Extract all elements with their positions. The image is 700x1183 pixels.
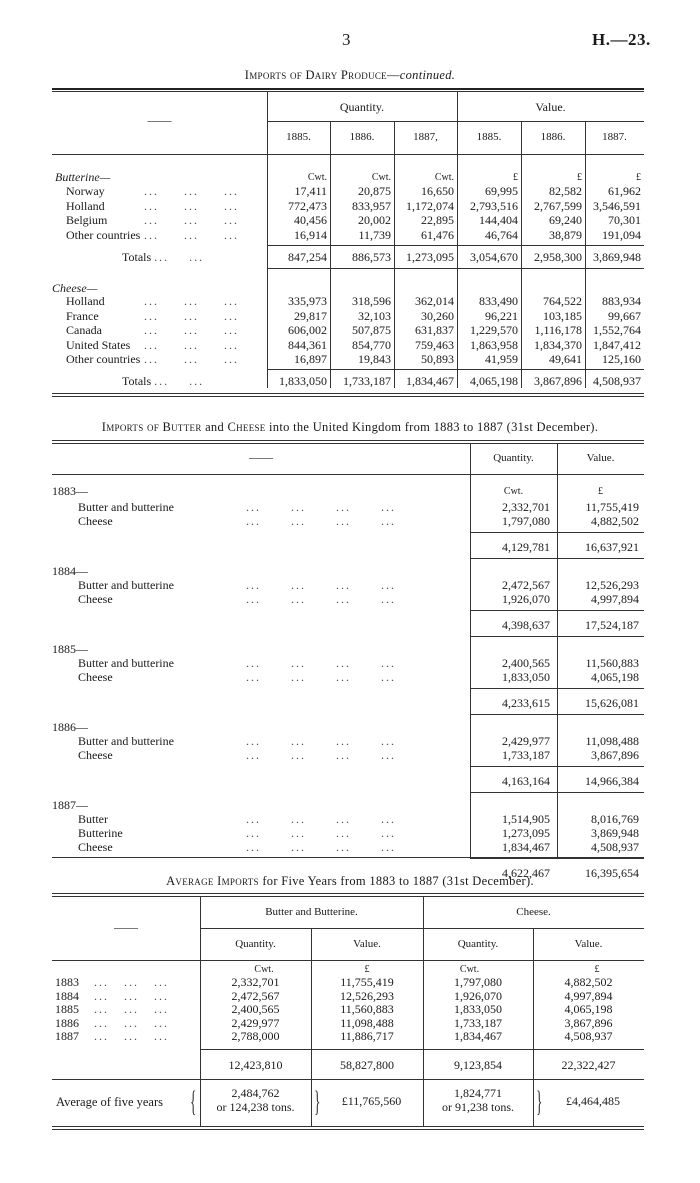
row-label-cell (52, 213, 267, 228)
unit-cell: Cwt. (254, 964, 274, 975)
value-cell: 11,098,488 (585, 734, 639, 748)
value-cell: 99,667 (608, 308, 641, 323)
avg-butter-cwt: 2,484,762 (231, 1086, 280, 1100)
row-label: Cheese (78, 670, 113, 684)
totals-label: Totals (122, 374, 152, 388)
value-cell: 1,116,178 (534, 323, 582, 337)
total-cell: 1,273,095 (406, 250, 454, 264)
value-cell: 507,875 (352, 323, 391, 337)
total-cell: 9,123,854 (454, 1058, 502, 1072)
butterine-totals (52, 250, 644, 265)
table-row (52, 990, 644, 1004)
year-cell (52, 976, 200, 990)
value-cell: 1,229,570 (470, 323, 518, 337)
rule (470, 792, 644, 793)
leader-dots: ... ... ... (144, 294, 239, 308)
table1-body (52, 170, 644, 185)
row-label: Norway (66, 184, 105, 198)
year-cell (52, 990, 200, 1004)
quantity-cell: 2,429,977 (502, 734, 550, 748)
table-row (52, 309, 644, 324)
value-cell: 1,797,080 (454, 975, 502, 989)
year-cell (52, 1017, 200, 1031)
year-label: 1886— (52, 720, 88, 734)
value-cell: 3,867,896 (564, 1015, 613, 1030)
total-cell: 4,508,937 (593, 374, 641, 388)
table2-value-header: Value. (586, 452, 615, 464)
value-cell: 12,526,293 (340, 988, 394, 1003)
cheese-title: Cheese— (52, 281, 98, 295)
value-cell: 2,332,701 (231, 975, 280, 989)
quantity-cell: 1,834,467 (502, 840, 550, 854)
row-label: Cheese (78, 592, 113, 606)
value-cell: 2,472,567 (231, 988, 280, 1003)
quantity-cell: 1,797,080 (502, 514, 550, 528)
rule (470, 636, 644, 637)
leader-dots: ... ... ... (144, 337, 239, 352)
row-label-cell (52, 228, 267, 243)
t1-year-1886q: 1886. (349, 131, 375, 143)
value-cell: 4,065,198 (564, 1002, 613, 1016)
leader-dots: ... ... ... ... (246, 670, 396, 684)
butterine-rows (52, 184, 644, 242)
avg-butter-value: £11,765,560 (341, 1094, 402, 1108)
total-cell: 3,869,948 (593, 250, 641, 264)
value-cell: 1,552,764 (593, 323, 641, 337)
quantity-cell: 1,514,905 (502, 812, 550, 826)
brace: { (189, 1085, 197, 1118)
table-row (52, 323, 644, 338)
value-cell: 11,755,419 (340, 975, 394, 989)
unit-cell: Cwt. (307, 172, 327, 183)
cheese-tbody (52, 294, 644, 367)
t1-year-1885q: 1885. (286, 131, 311, 143)
table3-rows (52, 976, 644, 1044)
value-cell: 20,875 (358, 184, 391, 198)
value-cell: 2,767,599 (534, 198, 582, 213)
avg-cheese-cwt: 1,824,771 (454, 1086, 502, 1100)
cheese-rows (52, 294, 644, 367)
quantity-cell: 2,400,565 (502, 656, 550, 670)
leader-dots: ... ... ... (144, 184, 239, 198)
leader-dots: ... ... ... (144, 227, 239, 242)
year-label: 1887— (52, 798, 88, 812)
value-cell: 1,847,412 (593, 337, 641, 352)
table-row (52, 1017, 644, 1031)
value-cell: 4,065,198 (591, 670, 639, 684)
table1-stub-dash: —— (147, 113, 172, 127)
table1-value-header: Value. (535, 100, 566, 114)
value-cell: 833,490 (479, 294, 518, 308)
rule (470, 558, 644, 559)
total-value: 15,626,081 (585, 696, 639, 710)
year-label: 1885— (52, 642, 88, 656)
brace: } (535, 1085, 543, 1118)
row-label: Butter (78, 812, 108, 826)
leader-dots: ... ... ... ... (246, 656, 396, 670)
value-cell: 2,793,516 (470, 198, 518, 213)
value-cell: 11,886,717 (340, 1029, 394, 1043)
value-cell: 61,476 (421, 227, 454, 242)
leader-dots: ... ... ... ... (246, 592, 396, 606)
leader-dots: ... ... ... (144, 352, 239, 366)
value-cell: 50,893 (421, 352, 454, 366)
table-row (52, 294, 644, 309)
table1-caption (0, 68, 700, 83)
year-label: 1883— (52, 484, 88, 498)
value-cell: 41,959 (485, 352, 518, 366)
table-row (52, 184, 644, 199)
total-cell: 1,833,050 (279, 374, 327, 388)
t1-year-1887q: 1887, (413, 131, 438, 143)
row-label-cell (52, 323, 267, 338)
t3-col-quantity: Quantity. (235, 938, 276, 950)
rule (470, 610, 644, 611)
table-row: Totals ... ... 847,254 886,573 1,273,095 3,054,670 2,958,300 3,869,948 (52, 250, 644, 265)
value-cell: 69,240 (549, 213, 582, 227)
value-cell: 20,002 (358, 213, 391, 227)
table2-caption (0, 420, 700, 435)
unit-label: £ (598, 486, 603, 497)
value-cell: 103,185 (543, 308, 582, 323)
row-label: Other countries (66, 352, 141, 366)
value-cell: 1,834,467 (454, 1029, 502, 1043)
total-cell: 58,827,800 (340, 1058, 394, 1072)
value-cell: 40,456 (294, 213, 327, 227)
unit-cell: £ (636, 172, 641, 183)
value-cell: 4,508,937 (591, 840, 639, 854)
value-cell: 4,508,937 (564, 1029, 613, 1043)
t3-col-value: Value. (574, 938, 603, 950)
total-quantity: 4,233,615 (502, 696, 550, 710)
leader-dots: ... ... ... ... (246, 748, 396, 762)
avg-butter-quantity (200, 1086, 311, 1114)
leader-dots: ... ... ... (144, 198, 239, 213)
table1-caption-cont: continued. (399, 68, 456, 82)
leader-dots: ... ... ... (79, 1029, 169, 1043)
table3-stub-dash: —— (114, 920, 138, 934)
leader-dots: ... ... ... ... (246, 826, 396, 840)
leader-dots: ... ... ... (144, 213, 239, 227)
value-cell: 3,869,948 (591, 826, 639, 840)
rule (470, 532, 644, 533)
avg-butter-tons: or 124,238 tons. (216, 1100, 295, 1114)
year-cell (52, 1003, 200, 1017)
rule (470, 766, 644, 767)
total-cell: 1,834,467 (406, 374, 454, 388)
value-cell: 4,882,502 (591, 514, 639, 528)
value-cell: 11,755,419 (585, 500, 639, 514)
t1-year-1887v: 1887. (602, 131, 627, 143)
avg-cheese-value: £4,464,485 (566, 1094, 620, 1108)
butterine-tbody (52, 184, 644, 242)
value-cell: 1,926,070 (454, 988, 502, 1003)
row-label-cell (52, 199, 267, 214)
table-row (52, 1058, 644, 1073)
table-row (52, 338, 644, 353)
value-cell: 11,560,883 (340, 1002, 394, 1016)
value-cell: 19,843 (358, 352, 391, 366)
table2-caption-and: and (205, 420, 225, 434)
leader-dots: ... ... ... (79, 988, 169, 1003)
quantity-cell: 2,332,701 (502, 500, 550, 514)
leader-dots: ... ... ... (144, 308, 239, 323)
row-label-cell (52, 184, 267, 199)
table-row: Totals ... ... 1,833,050 1,733,187 1,834,467 4,065,198 3,867,896 4,508,937 (52, 374, 644, 389)
row-label-cell (52, 352, 267, 367)
total-cell: 22,322,427 (561, 1058, 616, 1072)
table-row (52, 352, 644, 367)
totals-label: Totals (122, 250, 152, 264)
value-cell: 1,834,370 (534, 337, 582, 352)
value-cell: 335,973 (288, 294, 327, 308)
table3-caption-a: Average Imports (166, 874, 259, 888)
value-cell: 96,221 (485, 308, 518, 323)
value-cell: 854,770 (352, 337, 391, 352)
value-cell: 362,014 (415, 294, 454, 308)
total-cell: 3,054,670 (470, 250, 518, 264)
row-label: Holland (66, 198, 105, 213)
value-cell: 2,429,977 (231, 1015, 280, 1030)
butterine-title: Butterine— (55, 170, 111, 184)
unit-cell: £ (577, 172, 582, 183)
row-label: Butterine (78, 826, 123, 840)
value-cell: 4,997,894 (591, 592, 639, 606)
total-cell: 886,573 (352, 250, 391, 264)
value-cell: 61,962 (608, 184, 641, 198)
value-cell: 1,733,187 (454, 1015, 502, 1030)
row-label: Canada (66, 323, 102, 337)
row-label: Cheese (78, 514, 113, 528)
document-code: H.—23. (592, 30, 651, 49)
quantity-cell: 1,926,070 (502, 592, 550, 606)
value-cell: 606,002 (288, 323, 327, 337)
value-cell: 1,833,050 (454, 1002, 502, 1016)
table-row (52, 213, 644, 228)
value-cell: 30,260 (421, 308, 454, 323)
row-label: Butter and butterine (78, 500, 174, 514)
avg-cheese-quantity (423, 1086, 533, 1114)
table1-caption-main: Imports of Dairy Produce— (244, 68, 400, 82)
total-quantity: 4,163,164 (502, 774, 550, 788)
t1-year-1886v: 1886. (540, 131, 566, 143)
total-quantity: 4,622,467 (502, 866, 550, 880)
value-cell: 11,098,488 (340, 1015, 394, 1030)
value-cell: 833,957 (352, 198, 391, 213)
page-number: 3 (342, 30, 351, 49)
total-quantity: 4,129,781 (502, 540, 550, 554)
total-cell: 1,733,187 (343, 374, 391, 388)
table3-caption (0, 874, 700, 889)
table3-totals (52, 1058, 644, 1073)
leader-dots: ... ... ... ... (246, 514, 396, 528)
row-label: Cheese (78, 748, 113, 762)
t3-col-value: Value. (353, 938, 381, 950)
total-value: 16,637,921 (585, 540, 639, 554)
value-cell: 2,400,565 (231, 1002, 280, 1016)
leader-dots: ... ... ... ... (246, 812, 396, 826)
value-cell: 4,997,894 (564, 988, 613, 1003)
row-label: Butter and butterine (78, 734, 174, 748)
quantity-cell: 1,833,050 (502, 670, 550, 684)
value-cell: 191,094 (602, 227, 641, 242)
brace: } (313, 1085, 321, 1118)
value-cell: 11,739 (358, 227, 391, 242)
unit-label: Cwt. (503, 486, 524, 497)
value-cell: 29,817 (294, 308, 327, 323)
year-label: 1885 (55, 1002, 79, 1016)
total-cell: 847,254 (288, 250, 327, 264)
year-label: 1886 (55, 1015, 79, 1030)
unit-cell: £ (513, 172, 518, 183)
row-label: Holland (66, 294, 105, 308)
year-label: 1887 (55, 1029, 79, 1043)
rule (470, 858, 644, 859)
total-value: 14,966,384 (585, 774, 639, 788)
quantity-cell: 2,472,567 (502, 578, 550, 592)
year-label: 1883 (55, 975, 79, 989)
table2-quantity-header: Quantity. (493, 452, 534, 464)
quantity-cell: 1,733,187 (502, 748, 550, 762)
table-row (52, 1030, 644, 1044)
value-cell: 82,582 (549, 184, 582, 198)
table-row (52, 228, 644, 243)
leader-dots: ... ... ... ... (246, 578, 396, 592)
table-row (52, 976, 644, 990)
row-label: Cheese (78, 840, 113, 854)
table2-caption-rest: into the United Kingdom from 1883 to 1887 (31st December). (269, 420, 599, 434)
value-cell: 125,160 (602, 352, 641, 366)
year-label: 1884 (55, 988, 79, 1003)
total-cell: 2,958,300 (534, 250, 582, 264)
leader-dots: ... ... ... ... (246, 500, 396, 514)
unit-cell: Cwt. (459, 964, 480, 975)
value-cell: 1,863,958 (470, 337, 518, 352)
average-label: Average of five years (56, 1095, 164, 1109)
value-cell: 764,522 (543, 294, 582, 308)
year-cell (52, 1030, 200, 1044)
total-cell: 12,423,810 (228, 1058, 283, 1072)
row-label: Butter and butterine (78, 656, 174, 670)
year-label: 1884— (52, 564, 88, 578)
leader-dots: ... ... ... (79, 1002, 169, 1016)
table-row (52, 1003, 644, 1017)
row-label: France (66, 308, 99, 323)
value-cell: 4,882,502 (564, 975, 613, 989)
row-label: United States (66, 337, 131, 352)
total-value: 17,524,187 (585, 618, 639, 632)
unit-cell: £ (364, 964, 370, 975)
value-cell: 22,895 (421, 213, 454, 227)
total-value: 16,395,654 (585, 866, 639, 880)
value-cell: 3,546,591 (593, 198, 641, 213)
table1-quantity-header: Quantity. (339, 100, 385, 114)
value-cell: 318,596 (352, 294, 391, 308)
row-label: Butter and butterine (78, 578, 174, 592)
rule (470, 688, 644, 689)
leader-dots: ... ... ... (79, 1015, 169, 1030)
value-cell: 1,172,074 (406, 198, 454, 213)
avg-cheese-tons: or 91,238 tons. (442, 1100, 514, 1114)
value-cell: 883,934 (602, 294, 641, 308)
table2-caption-b: Cheese (227, 420, 266, 434)
value-cell: 12,526,293 (585, 578, 639, 592)
value-cell: 144,404 (479, 213, 518, 227)
table2-stub-dash: —— (249, 450, 273, 464)
value-cell: 70,301 (608, 213, 641, 227)
unit-cell: £ (594, 964, 600, 975)
leader-dots: ... ... ... ... (246, 734, 396, 748)
value-cell: 11,560,883 (585, 656, 639, 670)
value-cell: 3,867,896 (591, 748, 639, 762)
value-cell: 49,641 (549, 352, 582, 366)
row-label: Belgium (66, 213, 108, 227)
table3-butter-header: Butter and Butterine. (265, 906, 358, 918)
row-label-cell (52, 294, 267, 309)
t3-col-quantity: Quantity. (457, 938, 499, 950)
value-cell: 32,103 (358, 308, 391, 323)
rule (470, 714, 644, 715)
t1-year-1885v: 1885. (476, 131, 502, 143)
value-cell: 16,650 (421, 184, 454, 198)
table3-units (52, 964, 644, 975)
value-cell: 17,411 (294, 184, 327, 198)
total-cell: 3,867,896 (534, 374, 582, 388)
value-cell: 16,897 (294, 352, 327, 366)
total-cell: 4,065,198 (470, 374, 518, 388)
total-quantity: 4,398,637 (502, 618, 550, 632)
leader-dots: ... ... ... (144, 323, 239, 337)
leader-dots: ... ... ... ... (246, 840, 396, 854)
value-cell: 16,914 (294, 227, 327, 242)
value-cell: 8,016,769 (591, 812, 639, 826)
table3-caption-rest: for Five Years from 1883 to 1887 (31st December). (262, 874, 534, 888)
quantity-cell: 1,273,095 (502, 826, 550, 840)
value-cell: 844,361 (288, 337, 327, 352)
table3-cheese-header: Cheese. (516, 906, 551, 918)
unit-cell: Cwt. (434, 172, 454, 183)
value-cell: 631,837 (415, 323, 454, 337)
unit-cell: Cwt. (371, 172, 391, 183)
table2-caption-a: Imports of Butter (101, 420, 202, 434)
value-cell: 2,788,000 (231, 1029, 280, 1043)
row-label: Other countries (66, 227, 141, 242)
value-cell: 772,473 (288, 198, 327, 213)
leader-dots: ... ... ... (79, 975, 169, 989)
value-cell: 69,995 (485, 184, 518, 198)
cheese-totals (52, 374, 644, 389)
value-cell: 46,764 (485, 227, 518, 242)
value-cell: 38,879 (549, 227, 582, 242)
table-row (52, 199, 644, 214)
row-label-cell (52, 338, 267, 353)
value-cell: 759,463 (415, 337, 454, 352)
row-label-cell (52, 309, 267, 324)
